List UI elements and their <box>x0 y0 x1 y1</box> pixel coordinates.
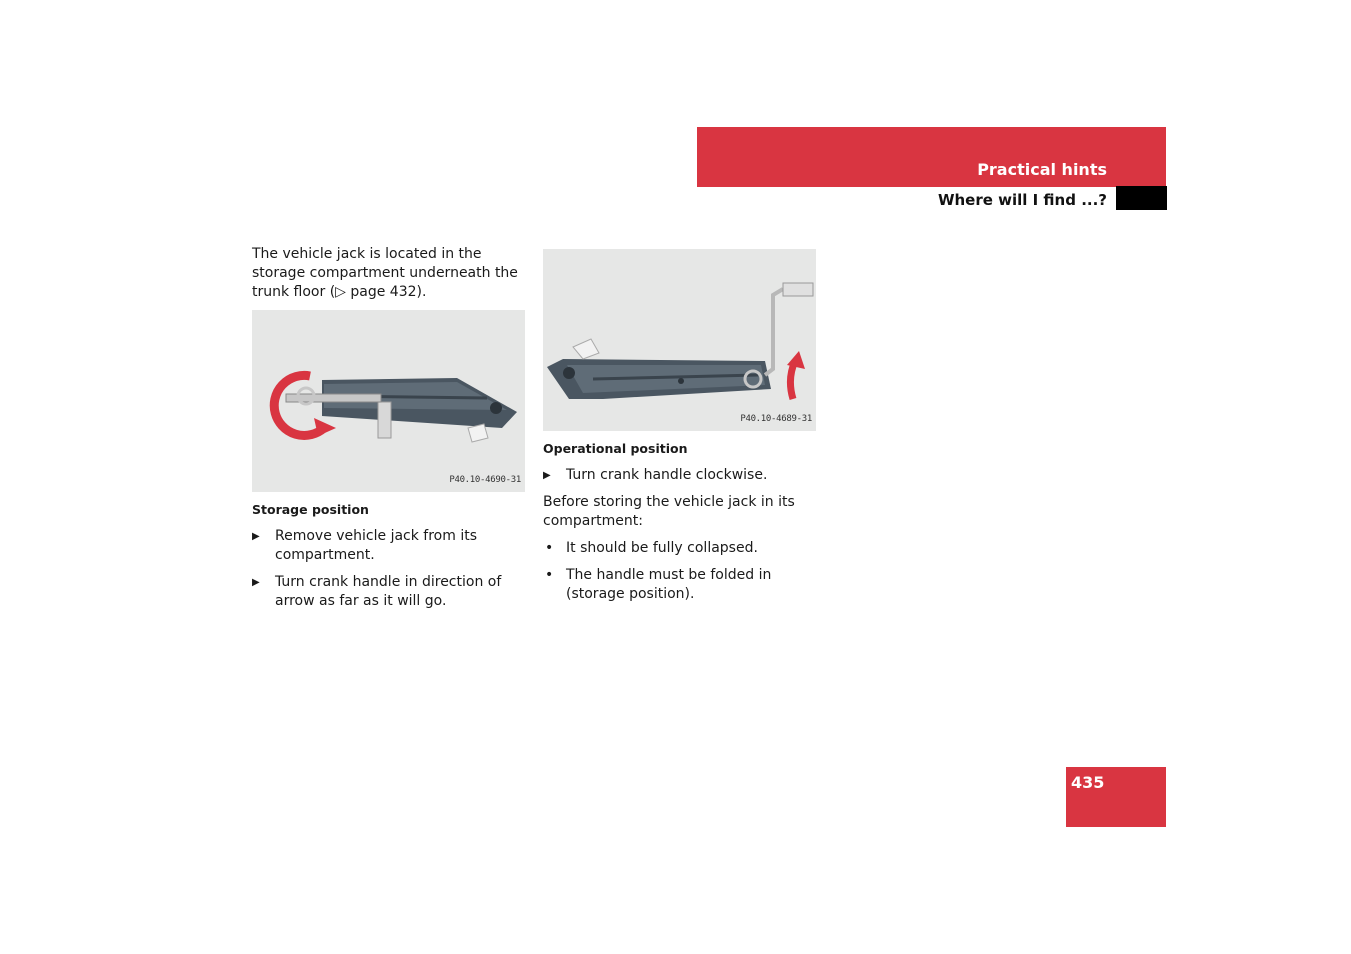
operational-position-figure <box>543 249 816 431</box>
step-item: ▶ Turn crank handle clockwise. <box>543 466 817 485</box>
operational-steps <box>543 466 817 485</box>
subsection-title: Where will I find ...? <box>937 191 1107 209</box>
storing-bullets <box>543 539 817 604</box>
step-item: ▶ Turn crank handle in direction of arrow as far as it will go. <box>252 573 526 611</box>
intro-paragraph: The vehicle jack is located in the storage compartment underneath the trunk floor (▷ page 432). <box>252 246 518 300</box>
storage-steps <box>252 527 526 611</box>
storing-note: Before storing the vehicle jack in its compartment: <box>543 494 795 529</box>
bullet-item: • It should be fully collapsed. <box>543 539 817 558</box>
step-item: ▶ Remove vehicle jack from its compartment. <box>252 527 526 565</box>
bullet-item: • The handle must be folded in (storage position). <box>543 566 817 604</box>
figure-code: P40.10-4689-31 <box>740 414 812 424</box>
figure-code: P40.10-4690-31 <box>449 475 521 485</box>
jack-operational-illustration <box>543 249 816 431</box>
storage-position-figure <box>252 310 525 492</box>
section-title: Practical hints <box>977 160 1107 179</box>
storage-caption: Storage position <box>252 502 369 517</box>
operational-caption: Operational position <box>543 441 688 456</box>
jack-storage-illustration <box>252 310 525 492</box>
left-column <box>252 245 526 611</box>
right-column <box>543 249 817 604</box>
section-tab-marker <box>1116 186 1167 210</box>
page-number: 435 <box>1071 773 1105 792</box>
